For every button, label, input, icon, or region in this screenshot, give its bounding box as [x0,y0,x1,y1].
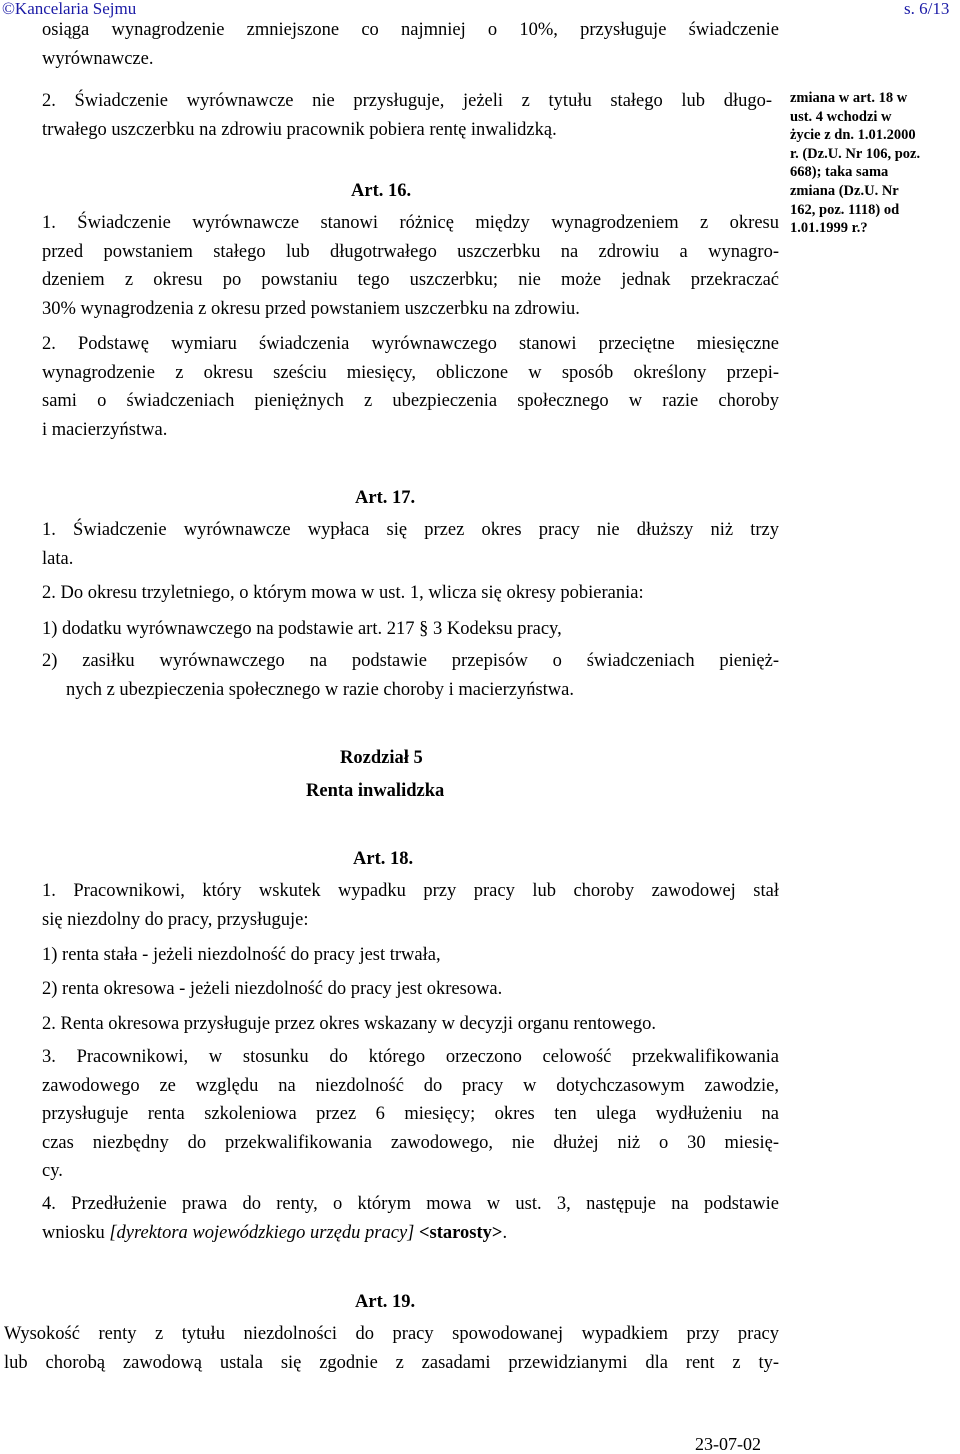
text-line: przysługuje renta szkoleniowa przez 6 miesięcy; okres ten ulega wydłużeniu na [42,1104,779,1124]
text-line: sami o świadczeniach pieniężnych z ubezpieczenia społecznego w razie choroby [42,391,779,411]
chapter-title: Renta inwalidzka [306,781,445,801]
text-line: lata. [42,548,74,569]
text-line: cy. [42,1161,63,1181]
note-line: ust. 4 wchodzi w [790,108,892,125]
header-page-number-link[interactable]: s. 6/13 [904,0,950,18]
margin-amendment-note [790,89,960,238]
art16-paragraph-1 [14,209,779,323]
text-line: zawodowego ze względu na niezdolność do pracy w dotychczasowym zawodzie, [42,1075,779,1096]
text-line: dzeniem z okresu po powstaniu tego uszczerbku; nie może jednak przekraczać [42,270,779,290]
text-line: 1) renta stała - jeżeli niezdolność do pracy jest trwała, [42,945,441,965]
text-run: wniosku [42,1222,110,1243]
note-line: zmiana w art. 18 w [790,90,908,106]
art15-paragraph-2 [42,87,772,144]
text-line: wyrównawcze. [42,48,154,69]
text-line: 2. Renta okresowa przysługuje przez okres wskazany w decyzji organu rentowego. [42,1014,657,1034]
text-line: wynagrodzenie z okresu sześciu miesięcy, obliczone w sposób określony przepi- [42,362,779,383]
text-line: przed powstaniem stałego lub długotrwałego uszczerbku na zdrowiu a wynagro- [42,241,779,262]
art15-paragraph-tail [42,16,779,73]
text-line: osiąga wynagrodzenie zmniejszone co najmniej o 10%, przysługuje świadczenie [42,20,779,40]
art18-paragraph-4 [14,1190,779,1247]
text-line: 2. Do okresu trzyletniego, o którym mowa w ust. 1, wlicza się okresy pobierania: [42,583,644,603]
art18-item-1 [42,941,782,970]
text-line: czas niezbędny do przekwalifikowania zawodowego, nie dłużej niż o 30 miesię- [42,1132,779,1153]
art17-paragraph-1 [14,516,779,573]
header-copyright-link[interactable]: ©Kancelaria Sejmu [2,0,137,18]
text-line [14,1219,779,1248]
art17-paragraph-2 [42,579,782,608]
text-line: 1. Świadczenie wyrównawcze wypłaca się przez okres pracy nie dłuższy niż trzy [42,520,779,540]
note-line: 162, poz. 1118) od [790,201,900,218]
art17-item-2 [42,647,779,704]
art18-paragraph-1 [14,877,779,934]
text-line: 1. Pracownikowi, który wskutek wypadku przy pracy lub choroby zawodowej stał [42,881,779,901]
text-line: 2. Podstawę wymiaru świadczenia wyrównawczego stanowi przeciętne miesięczne [42,334,779,354]
text-line: i macierzyństwa. [42,419,168,440]
text-run: . [502,1222,508,1243]
article-19-heading: Art. 19. [355,1292,416,1312]
art18-paragraph-3 [14,1043,779,1186]
inserted-text: <starosty> [414,1222,503,1243]
text-line: 1) dodatku wyrównawczego na podstawie art. 217 § 3 Kodeksu pracy, [42,619,562,639]
art17-item-1 [42,615,782,644]
text-line: nych z ubezpieczenia społecznego w razie choroby i macierzyństwa. [66,679,574,700]
text-line: 30% wynagrodzenia z okresu przed powstaniem uszczerbku na zdrowiu. [42,298,580,319]
note-line: r. (Dz.U. Nr 106, poz. [790,145,921,162]
note-line: 1.01.1999 r.? [790,220,868,237]
text-line: 2. Świadczenie wyrównawcze nie przysługuje, jeżeli z tytułu stałego lub długo- [42,91,772,111]
text-line: trwałego uszczerbku na zdrowiu pracownik pobiera rentę inwalidzką. [42,119,557,140]
text-line: się niezdolny do pracy, przysługuje: [42,909,309,930]
text-line: lub chorobą zawodową ustala się zgodnie z zasadami przewidzianymi dla rent z ty- [4,1352,779,1373]
art18-paragraph-2 [14,1010,779,1039]
footer-date: 23-07-02 [695,1434,761,1454]
art19-paragraph [4,1320,779,1377]
text-line: 3. Pracownikowi, w stosunku do którego orzeczono celowość przekwalifikowania [42,1047,779,1067]
text-line: 2) renta okresowa - jeżeli niezdolność do pracy jest okresowa. [42,979,503,999]
article-18-heading: Art. 18. [353,849,414,869]
note-line: życie z dn. 1.01.2000 [790,127,916,144]
deleted-text: [dyrektora wojewódzkiego urzędu pracy] [109,1222,415,1243]
chapter-number: Rozdział 5 [340,748,423,768]
text-line: 1. Świadczenie wyrównawcze stanowi różnicę między wynagrodzeniem z okresu [42,213,779,233]
article-17-heading: Art. 17. [355,488,416,508]
text-line: 2) zasiłku wyrównawczego na podstawie przepisów o świadczeniach pienięż- [42,651,779,671]
article-16-heading: Art. 16. [351,181,412,201]
note-line: 668); taka sama [790,164,889,181]
art16-paragraph-2 [14,330,779,444]
text-line: Wysokość renty z tytułu niezdolności do pracy spowodowanej wypadkiem przy pracy [4,1324,779,1344]
note-line: zmiana (Dz.U. Nr [790,182,899,199]
art18-item-2 [42,975,782,1004]
text-line: 4. Przedłużenie prawa do renty, o którym mowa w ust. 3, następuje na podstawie [42,1194,779,1214]
